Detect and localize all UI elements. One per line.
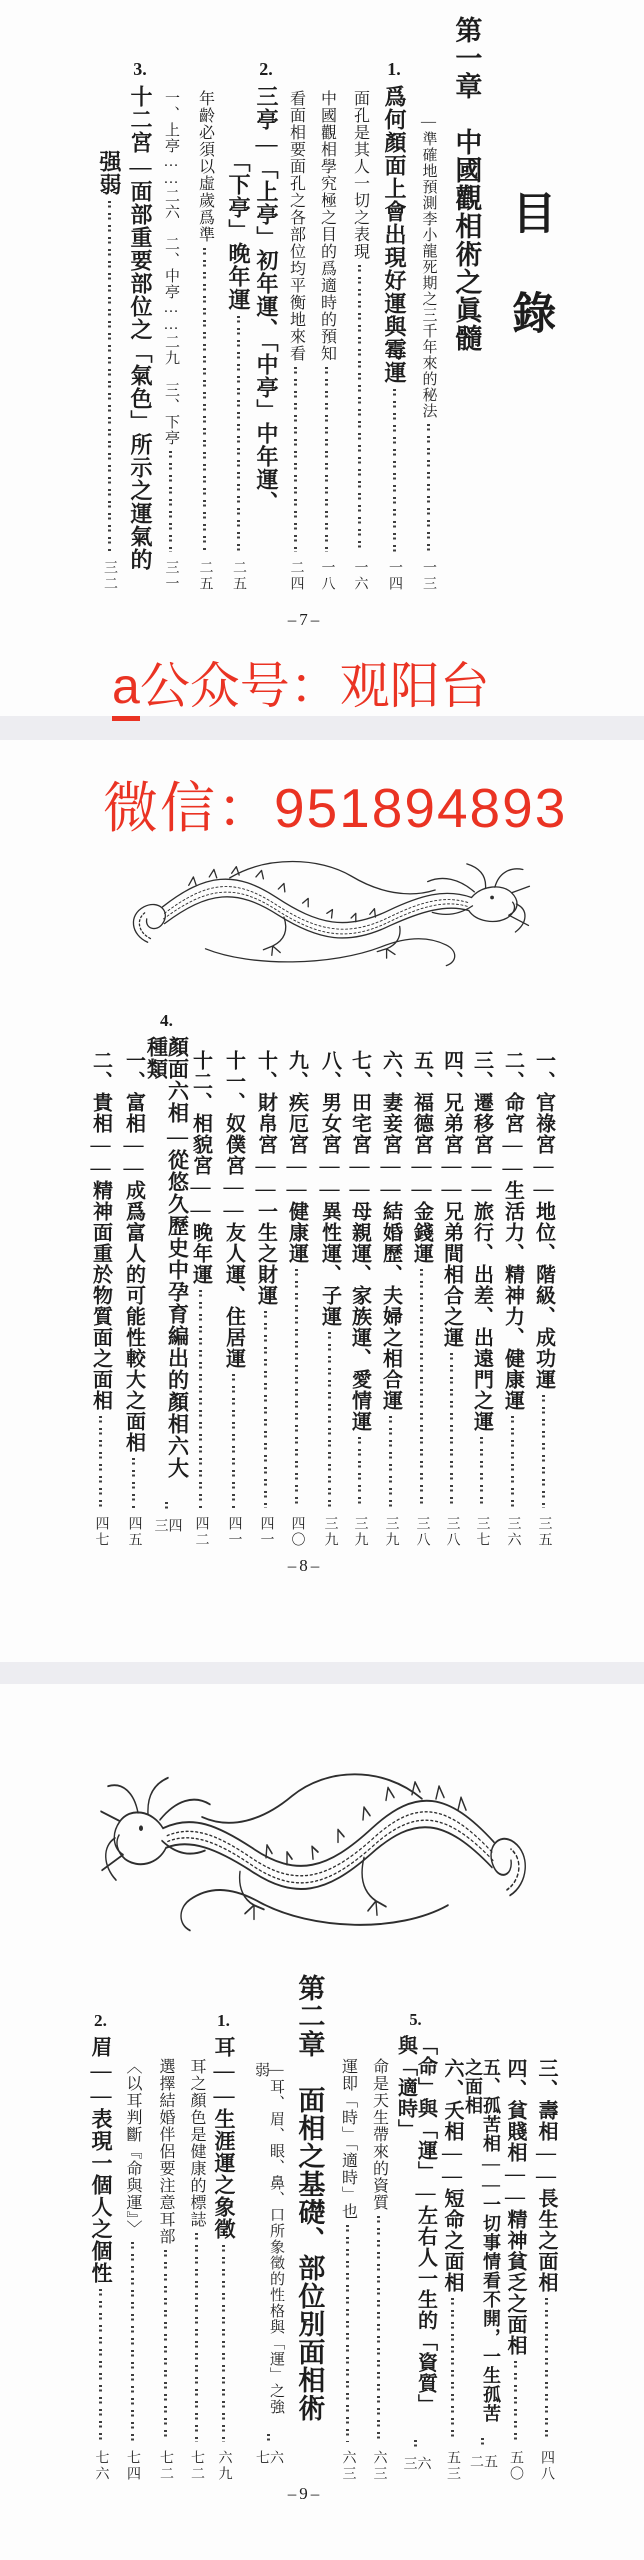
dotted-leader: [542, 1395, 545, 1508]
page-separator: [0, 716, 644, 740]
entry-page-number: 六三: [371, 2450, 387, 2482]
dotted-leader: [232, 1374, 235, 1508]
toc-entry: [250, 60, 282, 514]
entry-number: 3.: [133, 59, 147, 79]
toc-entry: [314, 90, 339, 592]
toc-entry: [315, 1050, 344, 1548]
toc-entry: [184, 2058, 208, 2482]
toc-entry: [501, 2058, 529, 2482]
toc-title: 目錄: [505, 190, 555, 390]
dotted-leader: [545, 2298, 548, 2442]
watermark-letter-a: a: [112, 658, 140, 721]
chapter-1-heading: 第一章 中國觀相術之眞髓: [451, 16, 482, 352]
toc-entry: [416, 114, 440, 592]
dotted-leader: [295, 1269, 298, 1508]
toc-entry: [529, 1050, 558, 1548]
entry-page-number: 三九: [322, 1516, 338, 1548]
toc-entry: [347, 90, 372, 592]
dotted-leader: [108, 201, 111, 552]
entry-number: 4.: [160, 1011, 173, 1030]
dotted-leader: [511, 1416, 514, 1508]
entry-text: 六、夭相——短命之面相: [441, 2058, 463, 2293]
entry-text: 中國觀相學究極之目的爲適時的預知: [318, 90, 336, 362]
entry-text: 眉——表現一個人之個性: [89, 2036, 113, 2285]
entry-text: 「下亭」晚年運: [226, 150, 251, 311]
entry-page-number: 三一: [163, 560, 179, 592]
entry-page-number: 三二: [102, 560, 117, 592]
watermark-text: 微信：951894893: [103, 777, 568, 839]
dotted-leader: [450, 1353, 453, 1508]
entry-page-number: 六三: [401, 2455, 431, 2472]
entry-page-number: 三七: [474, 1516, 490, 1548]
entry-text: —耳、眉、眼、鼻、口所象徵的性格與「運」之強弱: [253, 2062, 284, 2415]
toc-entry: [467, 1050, 496, 1548]
toc-entry: [223, 150, 253, 592]
entry-text: 爲何顏面上會出現好運與霉運: [382, 85, 407, 385]
entry-text: 十二、相貌宮——晚年運: [189, 1050, 212, 1285]
toc-entry: [251, 1050, 280, 1548]
dotted-leader: [169, 451, 172, 552]
entry-page-number: 七六: [93, 2450, 109, 2482]
toc-entry: [407, 1050, 436, 1548]
toc-entry: [120, 2058, 144, 2482]
entry-page-number: 三五: [536, 1516, 552, 1548]
entry-page-number: 五〇: [508, 2450, 523, 2482]
toc-entry: [345, 1050, 374, 1548]
entry-page-number: 四〇: [289, 1516, 305, 1548]
entry-number: 1.: [217, 2011, 230, 2030]
dotted-leader: [393, 389, 396, 552]
entry-page-number: 三九: [352, 1516, 368, 1548]
toc-entry: [366, 2058, 391, 2482]
entry-text: 四、兄弟宮——兄弟間相合之運: [440, 1050, 463, 1348]
toc-entry: [208, 2012, 239, 2482]
entry-page-number: 一八: [319, 560, 335, 592]
toc-entry: [219, 1050, 248, 1548]
entry-text: 一、上亭……二六 二、中亭……二九 三、下亭: [163, 90, 179, 446]
entry-number: 2.: [94, 2011, 107, 2030]
dotted-leader: [267, 2434, 270, 2442]
dotted-leader: [195, 2233, 198, 2442]
toc-entry: [192, 90, 217, 592]
dotted-leader: [358, 265, 361, 552]
entry-page-number: 七二: [158, 2450, 173, 2482]
watermark-public-account: [112, 646, 490, 718]
toc-entry: [282, 1050, 311, 1548]
toc-entry: [394, 2010, 437, 2482]
entry-page-number: 一四: [387, 560, 402, 592]
page-number-footer: –7–: [287, 610, 323, 629]
entry-text: 年齡必須以虛歲爲準: [196, 90, 214, 243]
entry-text: 十、財帛宮——一生之財運: [254, 1050, 277, 1306]
entry-text: 命是天生帶來的資質: [370, 2058, 388, 2211]
entry-page-number: 四三: [152, 1517, 182, 1534]
entry-page-number: 六七: [254, 2450, 283, 2467]
entry-number: 1.: [387, 59, 401, 79]
toc-entry: [376, 1050, 405, 1548]
dotted-leader: [99, 2289, 102, 2442]
dotted-leader: [237, 316, 240, 552]
dotted-leader: [414, 2440, 417, 2448]
dragon-illustration: [100, 1754, 540, 1964]
toc-entry: [85, 2012, 116, 2482]
toc-entry: [119, 1050, 148, 1548]
entry-text: 七、田宅宮——母親運、家族運、愛情運: [348, 1050, 371, 1432]
entry-page-number: 二五: [197, 560, 213, 592]
entry-text: 五、孤苦相——一切事情看不開，一生孤苦之面相: [463, 2058, 501, 2423]
toc-entry: [378, 60, 410, 592]
entry-page-number: 三八: [444, 1516, 460, 1548]
entry-text: 「命」與「運」—左右人一生的「資質」與「適時」: [394, 2035, 437, 2416]
entry-text: 面孔是其人一切之表現: [351, 90, 369, 260]
toc-entry: [95, 150, 123, 592]
dotted-leader: [389, 1416, 392, 1508]
dotted-leader: [294, 367, 297, 552]
dotted-leader: [328, 1332, 331, 1508]
toc-entry: [335, 2058, 360, 2482]
toc-entry: [144, 1011, 190, 1548]
dotted-leader: [481, 2438, 484, 2446]
toc-entry: [186, 1050, 215, 1548]
chapter-2-heading: 第二章 面相之基礎、部位別面相術: [294, 1974, 325, 2422]
entry-number: 2.: [259, 59, 273, 79]
toc-entry: [438, 2058, 466, 2482]
entry-page-number: 二五: [231, 560, 246, 592]
toc-entry: [437, 1050, 466, 1548]
entry-text: 三、壽相——長生之面相: [535, 2058, 557, 2293]
dotted-leader: [420, 1269, 423, 1508]
dotted-leader: [132, 1458, 135, 1508]
entry-text: 一、官祿宮——地位、階級、成功運: [532, 1050, 555, 1390]
dotted-leader: [377, 2216, 380, 2442]
dotted-leader: [203, 248, 206, 552]
dragon-illustration: [110, 848, 540, 988]
dotted-leader: [199, 1290, 202, 1508]
dotted-leader: [427, 424, 430, 552]
entry-text: 〈以耳判斷『命與運』〉: [124, 2058, 141, 2237]
entry-text: 四、貧賤相——精神貧乏之面相: [504, 2058, 526, 2356]
toc-entry: [463, 2058, 501, 2482]
entry-text: 九、疾厄宮——健康運: [285, 1050, 308, 1264]
entry-page-number: 七二: [189, 2450, 204, 2482]
entry-page-number: 五二: [468, 2453, 497, 2470]
dotted-leader: [165, 1502, 168, 1510]
toc-entry: [158, 90, 183, 592]
entry-page-number: 七四: [125, 2450, 140, 2482]
entry-page-number: 四八: [539, 2450, 554, 2482]
dotted-leader: [451, 2298, 454, 2442]
dotted-leader: [325, 367, 328, 552]
entry-text: 十一、奴僕宮——友人運、住居運: [222, 1050, 245, 1369]
entry-page-number: 三八: [414, 1516, 430, 1548]
entry-page-number: 一六: [352, 560, 368, 592]
dotted-leader: [346, 2225, 349, 2442]
watermark-wechat: [103, 764, 567, 843]
entry-text: 耳之顏色是健康的標誌: [188, 2058, 205, 2228]
entry-text: 三亭—「上亭」初年運、「中亭」中年運、: [254, 85, 279, 515]
entry-text: 强弱: [97, 150, 122, 196]
toc-entry: [86, 1050, 115, 1548]
page-number-footer: –8–: [287, 1556, 323, 1575]
dotted-leader: [480, 1437, 483, 1508]
entry-page-number: 四一: [258, 1516, 274, 1548]
toc-entry: [532, 2058, 560, 2482]
toc-entry: [498, 1050, 527, 1548]
entry-text: 八、男女宮——異性運、子運: [318, 1050, 341, 1327]
dotted-leader: [164, 2250, 167, 2442]
page-separator: [0, 1662, 644, 1684]
toc-entry: [124, 60, 156, 571]
entry-page-number: 二四: [288, 560, 304, 592]
entry-text: 二、貴相——精神面重於物質面之面相: [89, 1050, 112, 1411]
entry-number: 5.: [409, 2010, 422, 2029]
dotted-leader: [358, 1437, 361, 1508]
entry-text: 二、命宮——生活力、精神力、健康運: [501, 1050, 524, 1411]
watermark-text: 公众号：观阳台: [139, 658, 490, 714]
entry-page-number: 四一: [226, 1516, 242, 1548]
entry-text: 選擇結婚伴侶要注意耳部: [157, 2058, 174, 2245]
entry-page-number: 四七: [93, 1516, 109, 1548]
dotted-leader: [131, 2242, 134, 2442]
entry-text: 顏面六相—從悠久歷史中孕育編出的顏相六大種類: [144, 1036, 190, 1480]
entry-text: 運即「時」「適時」也: [339, 2058, 357, 2220]
entry-page-number: 四五: [126, 1516, 142, 1548]
entry-text: —準確地預測李小龍死期之三千年來的秘法: [420, 114, 437, 419]
dotted-leader: [222, 2245, 225, 2442]
entry-text: 看面相要面孔之各部位均平衡地來看: [287, 90, 305, 362]
entry-page-number: 三九: [383, 1516, 399, 1548]
toc-entry: [283, 90, 308, 592]
entry-page-number: 六三: [340, 2450, 356, 2482]
entry-text: 五、福德宮——金錢運: [410, 1050, 433, 1264]
toc-entry: [253, 2062, 284, 2482]
toc-entry: [153, 2058, 177, 2482]
dotted-leader: [264, 1311, 267, 1508]
page-number-footer: –9–: [287, 2484, 323, 2503]
entry-page-number: 六九: [216, 2450, 232, 2482]
entry-page-number: 一三: [421, 560, 436, 592]
entry-text: 十二宮—面部重要部位之「氣色」所示之運氣的: [128, 85, 153, 572]
entry-text: 三、遷移宮——旅行、出差、出遠門之運: [470, 1050, 493, 1432]
entry-text: 六、妻妾宮——結婚歷、夫婦之相合運: [379, 1050, 402, 1411]
entry-text: 一、富相——成爲富人的可能性較大之面相: [122, 1050, 145, 1453]
entry-page-number: 五三: [445, 2450, 460, 2482]
dotted-leader: [99, 1416, 102, 1508]
dotted-leader: [514, 2361, 517, 2442]
entry-text: 耳——生涯運之象徵: [212, 2036, 236, 2241]
entry-page-number: 四二: [193, 1516, 209, 1548]
entry-page-number: 三六: [505, 1516, 521, 1548]
